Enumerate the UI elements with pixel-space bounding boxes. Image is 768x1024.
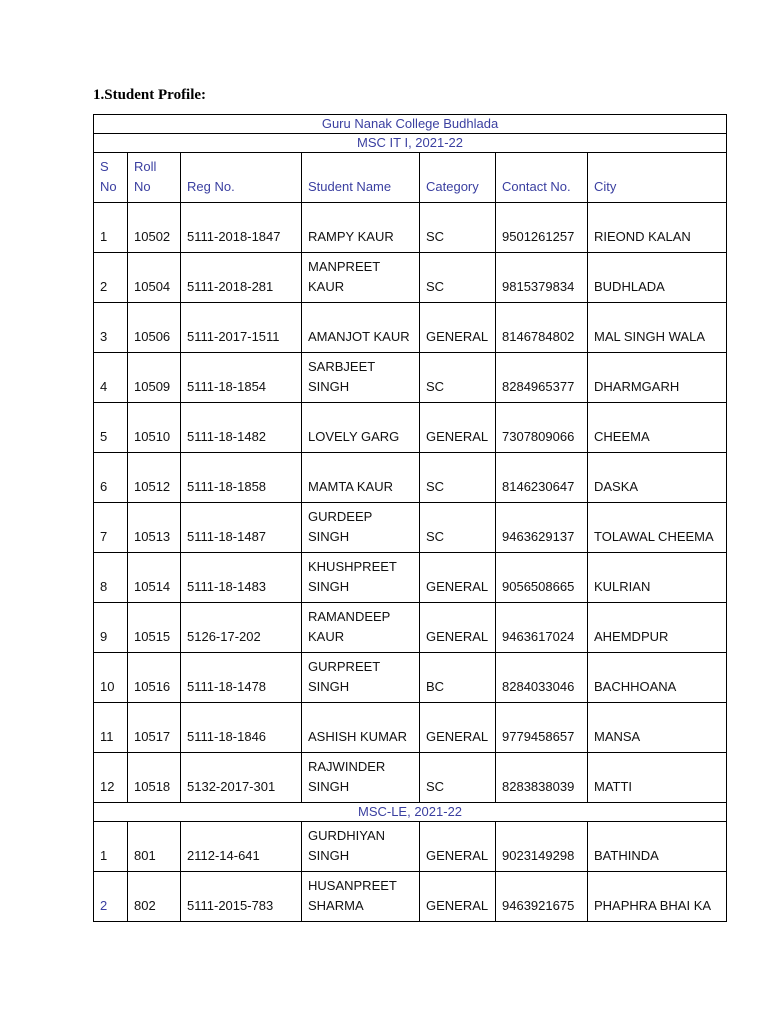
cell-city: MATTI (588, 753, 727, 803)
table-row (94, 603, 727, 653)
cell-roll: 10512 (128, 453, 181, 503)
cell-student-name: MANPREET KAUR (302, 253, 420, 303)
cell-reg: 5111-2017-1511 (181, 303, 302, 353)
cell-category: BC (420, 653, 496, 703)
cell-reg: 5111-18-1858 (181, 453, 302, 503)
cell-roll: 10509 (128, 353, 181, 403)
cell-city: MAL SINGH WALA (588, 303, 727, 353)
cell-city: DHARMGARH (588, 353, 727, 403)
cell-contact: 8284033046 (496, 653, 588, 703)
cell-roll: 10518 (128, 753, 181, 803)
cell-category: GENERAL (420, 553, 496, 603)
header-roll: Roll No (128, 153, 181, 203)
cell-city: BACHHOANA (588, 653, 727, 703)
cell-contact: 9779458657 (496, 703, 588, 753)
cell-reg: 5126-17-202 (181, 603, 302, 653)
table-row (94, 403, 727, 453)
cell-category: GENERAL (420, 303, 496, 353)
table-row (94, 353, 727, 403)
cell-city: KULRIAN (588, 553, 727, 603)
cell-city: TOLAWAL CHEEMA (588, 503, 727, 553)
cell-reg: 5111-2018-1847 (181, 203, 302, 253)
cell-category: SC (420, 453, 496, 503)
cell-reg: 5111-18-1846 (181, 703, 302, 753)
student-profile-table (93, 114, 727, 922)
cell-reg: 5111-18-1483 (181, 553, 302, 603)
header-city: City (588, 153, 727, 203)
cell-roll: 10517 (128, 703, 181, 753)
cell-sno: 8 (94, 553, 128, 603)
cell-student-name: RAJWINDER SINGH (302, 753, 420, 803)
header-category: Category (420, 153, 496, 203)
cell-category: GENERAL (420, 703, 496, 753)
cell-reg: 2112-14-641 (181, 822, 302, 872)
cell-contact: 7307809066 (496, 403, 588, 453)
cell-category: GENERAL (420, 822, 496, 872)
cell-contact: 9056508665 (496, 553, 588, 603)
cell-reg: 5111-18-1478 (181, 653, 302, 703)
cell-sno: 1 (94, 822, 128, 872)
cell-contact: 8146230647 (496, 453, 588, 503)
cell-category: SC (420, 353, 496, 403)
cell-category: SC (420, 203, 496, 253)
cell-student-name: KHUSHPREET SINGH (302, 553, 420, 603)
cell-reg: 5111-18-1487 (181, 503, 302, 553)
cell-roll: 801 (128, 822, 181, 872)
cell-student-name: MAMTA KAUR (302, 453, 420, 503)
cell-contact: 9815379834 (496, 253, 588, 303)
table-row (94, 753, 727, 803)
cell-student-name: RAMPY KAUR (302, 203, 420, 253)
cell-roll: 10504 (128, 253, 181, 303)
table-row (94, 703, 727, 753)
header-contact: Contact No. (496, 153, 588, 203)
table-row (94, 203, 727, 253)
cell-city: MANSA (588, 703, 727, 753)
cell-contact: 9501261257 (496, 203, 588, 253)
cell-contact: 9023149298 (496, 822, 588, 872)
cell-city: PHAPHRA BHAI KA (588, 872, 727, 922)
student-profile-table-wrapper (93, 114, 726, 922)
cell-sno: 10 (94, 653, 128, 703)
cell-sno: 6 (94, 453, 128, 503)
cell-student-name: GURDEEP SINGH (302, 503, 420, 553)
page-heading: 1.Student Profile: (93, 87, 207, 103)
college-name: Guru Nanak College Budhlada (94, 115, 727, 134)
cell-student-name: GURDHIYAN SINGH (302, 822, 420, 872)
table-row (94, 303, 727, 353)
cell-roll: 10506 (128, 303, 181, 353)
cell-category: SC (420, 503, 496, 553)
cell-contact: 8284965377 (496, 353, 588, 403)
cell-city: DASKA (588, 453, 727, 503)
cell-city: CHEEMA (588, 403, 727, 453)
cell-student-name: LOVELY GARG (302, 403, 420, 453)
table-header-row (94, 153, 727, 203)
cell-sno: 7 (94, 503, 128, 553)
cell-contact: 9463629137 (496, 503, 588, 553)
cell-category: SC (420, 253, 496, 303)
cell-sno: 4 (94, 353, 128, 403)
table-row (94, 653, 727, 703)
cell-sno: 3 (94, 303, 128, 353)
section1-title: MSC IT I, 2021-22 (94, 134, 727, 153)
cell-reg: 5111-18-1854 (181, 353, 302, 403)
cell-category: GENERAL (420, 403, 496, 453)
cell-reg: 5111-2015-783 (181, 872, 302, 922)
cell-sno: 5 (94, 403, 128, 453)
cell-sno: 2 (94, 253, 128, 303)
cell-sno: 12 (94, 753, 128, 803)
cell-roll: 10510 (128, 403, 181, 453)
cell-student-name: SARBJEET SINGH (302, 353, 420, 403)
cell-contact: 9463617024 (496, 603, 588, 653)
cell-contact: 8283838039 (496, 753, 588, 803)
cell-contact: 8146784802 (496, 303, 588, 353)
table-row (94, 253, 727, 303)
header-reg: Reg No. (181, 153, 302, 203)
cell-category: GENERAL (420, 872, 496, 922)
cell-category: SC (420, 753, 496, 803)
cell-reg: 5132-2017-301 (181, 753, 302, 803)
cell-reg: 5111-18-1482 (181, 403, 302, 453)
table-row (94, 503, 727, 553)
header-student-name: Student Name (302, 153, 420, 203)
header-sno: S No (94, 153, 128, 203)
table-row (94, 553, 727, 603)
cell-sno: 1 (94, 203, 128, 253)
cell-reg: 5111-2018-281 (181, 253, 302, 303)
cell-student-name: ASHISH KUMAR (302, 703, 420, 753)
cell-category: GENERAL (420, 603, 496, 653)
cell-roll: 802 (128, 872, 181, 922)
cell-city: BUDHLADA (588, 253, 727, 303)
section2-title: MSC-LE, 2021-22 (94, 803, 727, 822)
cell-sno: 11 (94, 703, 128, 753)
cell-roll: 10515 (128, 603, 181, 653)
cell-city: AHEMDPUR (588, 603, 727, 653)
cell-sno: 9 (94, 603, 128, 653)
cell-student-name: HUSANPREET SHARMA (302, 872, 420, 922)
cell-city: RIEOND KALAN (588, 203, 727, 253)
cell-sno: 2 (94, 872, 128, 922)
cell-student-name: GURPREET SINGH (302, 653, 420, 703)
cell-roll: 10514 (128, 553, 181, 603)
cell-city: BATHINDA (588, 822, 727, 872)
table-row (94, 872, 727, 922)
table-row (94, 822, 727, 872)
cell-student-name: AMANJOT KAUR (302, 303, 420, 353)
cell-roll: 10516 (128, 653, 181, 703)
cell-contact: 9463921675 (496, 872, 588, 922)
cell-roll: 10502 (128, 203, 181, 253)
table-row (94, 453, 727, 503)
cell-roll: 10513 (128, 503, 181, 553)
cell-student-name: RAMANDEEP KAUR (302, 603, 420, 653)
